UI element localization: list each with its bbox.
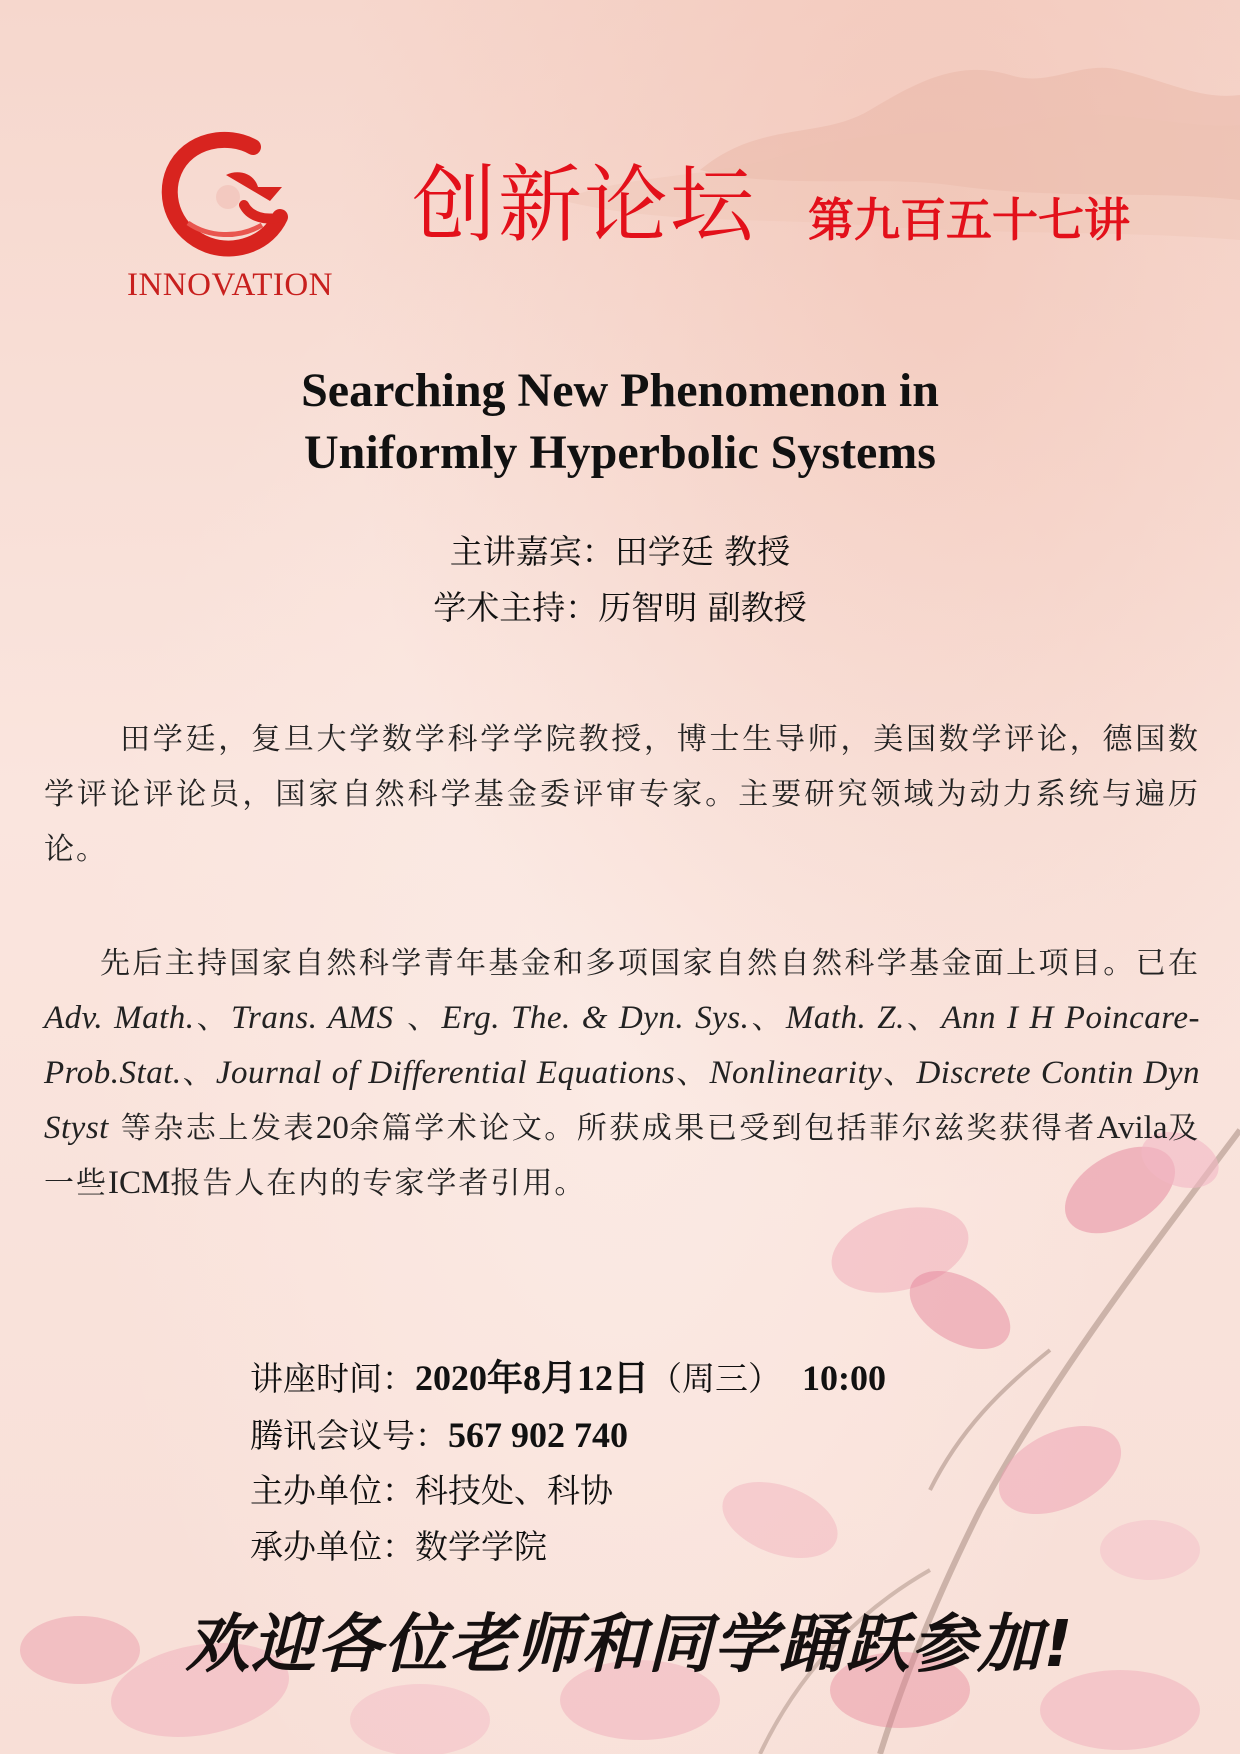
lecture-number: 第九百五十七讲 bbox=[808, 193, 1130, 247]
journal-name: Nonlinearity bbox=[709, 1055, 883, 1091]
bio-text: 先后主持国家自然科学青年基金和多项国家自然自然科学基金面上项目。已在 bbox=[100, 946, 1200, 981]
coorganizer-value: 数学学院 bbox=[415, 1527, 547, 1566]
journal-name: Adv. Math. bbox=[44, 1000, 195, 1036]
separator: 、 bbox=[904, 1001, 942, 1036]
coorganizer-label: 承办单位： bbox=[250, 1527, 415, 1566]
separator: 、 bbox=[393, 1001, 442, 1036]
journal-name: Discrete Contin Dyn Styst bbox=[44, 1055, 1201, 1146]
separator: 、 bbox=[882, 1056, 917, 1091]
time-date: 2020年8月12日 bbox=[415, 1358, 650, 1398]
journal-name: Trans. AMS bbox=[230, 1000, 394, 1036]
journal-name: Ann I H Poincare-Prob.Stat. bbox=[44, 1000, 1201, 1091]
separator: 、 bbox=[181, 1056, 216, 1091]
meeting-id-line bbox=[250, 1413, 1150, 1458]
time-weekday: （周三） bbox=[649, 1359, 782, 1398]
bio-text: 报告人在内的专家学者引用。 bbox=[170, 1166, 587, 1201]
journal-name: Erg. The. & Dyn. Sys. bbox=[441, 1000, 750, 1036]
talk-title-line-1: Searching New Phenomenon in bbox=[301, 364, 939, 417]
speaker-label: 主讲嘉宾： bbox=[449, 532, 615, 571]
organizer-value: 科技处、科协 bbox=[415, 1471, 613, 1510]
innovation-logo bbox=[120, 125, 360, 305]
host-label: 学术主持： bbox=[433, 588, 599, 627]
organizer-line bbox=[250, 1469, 1150, 1513]
bio-text: 余篇学术论文。所获成果已受到包括菲尔兹奖获得者 bbox=[348, 1111, 1097, 1146]
host-line bbox=[0, 586, 1240, 630]
organizer-label: 主办单位： bbox=[250, 1471, 415, 1510]
bio-text: 及一些 bbox=[44, 1111, 1200, 1201]
speaker-line bbox=[0, 530, 1240, 574]
meeting-id: 567 902 740 bbox=[448, 1415, 628, 1455]
forum-title: 创新论坛 bbox=[412, 156, 757, 254]
separator: 、 bbox=[749, 1001, 786, 1036]
meeting-label: 腾讯会议号： bbox=[250, 1416, 448, 1455]
talk-title bbox=[100, 360, 1140, 484]
bio-paragraph-2 bbox=[44, 936, 1200, 1211]
journal-name: Math. Z. bbox=[785, 1000, 905, 1036]
journal-name: Journal of Differential Equations bbox=[215, 1055, 676, 1091]
speaker-name: 田学廷 教授 bbox=[614, 532, 791, 571]
bio-paragraph-1: 田学廷，复旦大学数学科学学院教授，博士生导师，美国数学评论，德国数学评论评论员，国家自然科学基金委评审专家。主要研究领域为动力系统与遍历论。 bbox=[44, 722, 1200, 867]
separator: 、 bbox=[194, 1001, 231, 1036]
time-label: 讲座时间： bbox=[250, 1359, 415, 1398]
name-avila: Avila bbox=[1096, 1110, 1168, 1146]
innovation-swirl-icon bbox=[158, 125, 293, 260]
talk-title-line-2: Uniformly Hyperbolic Systems bbox=[304, 426, 936, 479]
welcome-slogan: 欢迎各位老师和同学踊跃参加! bbox=[185, 1608, 1075, 1682]
coorganizer-line bbox=[250, 1525, 1150, 1569]
logo-text: INNOVATION bbox=[126, 267, 334, 303]
lecture-time bbox=[250, 1356, 1150, 1401]
separator: 、 bbox=[675, 1056, 710, 1091]
time-clock: 10:00 bbox=[802, 1358, 886, 1398]
paper-count: 20 bbox=[315, 1110, 349, 1146]
bio-text: 等杂志上发表 bbox=[108, 1111, 316, 1146]
icm-abbrev: ICM bbox=[108, 1165, 171, 1201]
host-name: 历智明 副教授 bbox=[598, 588, 807, 627]
